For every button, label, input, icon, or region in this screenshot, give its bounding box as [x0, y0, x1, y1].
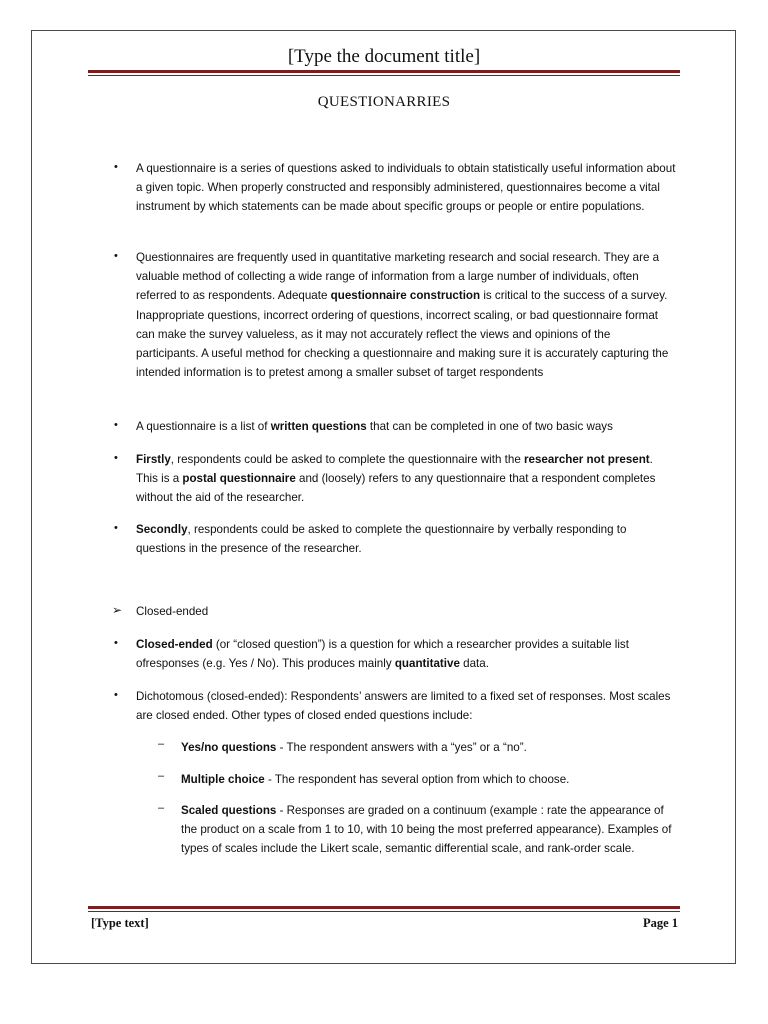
paragraph-bullet-1: A questionnaire is a series of questions asked to individuals to obtain statistically useful information about a given topic. When properly constructed and responsibly administered, questionnaires become a vital instrument by which statements can be made about specific groups or people or entire populations. — [136, 162, 676, 214]
bullet-marker: • — [114, 452, 118, 464]
bullet-marker: • — [114, 522, 118, 534]
paragraph-bullet-4: Firstly, respondents could be asked to complete the questionnaire with the researcher not present. This is a postal questionnaire and (loosely) refers to any questionnaire that a respondent completes without the aid of the researcher. — [136, 453, 656, 505]
paragraph-closed-1: Closed-ended (or “closed question”) is a question for which a researcher provides a suitable list ofresponses (e.g. Yes / No). This produces mainly quantitative data. — [136, 638, 629, 671]
paragraph-closed-2: Dichotomous (closed-ended): Respondents’ answers are limited to a fixed set of responses. Most scales are closed ended. Other types of closed ended questions include: — [136, 690, 671, 723]
paragraph-bullet-2: Questionnaires are frequently used in quantitative marketing research and social research. They are a valuable method of collecting a wide range of information from a large number of individuals, often referred to as respondents. Adequate questionnaire construction is critical to the success of a survey. Inappropriate questions, incorrect ordering of questions, incorrect scaling, or bad questionnaire format can make the survey valueless, as it may not accurately reflect the views and opinions of the participants. A useful method for checking a questionnaire and making sure it is accurately capturing the intended information is to pretest among a smaller subset of target respondents — [136, 251, 669, 380]
arrow-bullet-icon: ➢ — [112, 603, 123, 617]
dash-marker: – — [158, 770, 165, 782]
dash-marker: – — [158, 802, 165, 814]
bullet-marker: • — [114, 689, 118, 701]
header-rule-thick — [88, 70, 680, 73]
bullet-marker: • — [114, 637, 118, 649]
paragraph-bullet-3: A questionnaire is a list of written questions that can be completed in one of two basic ways — [136, 420, 613, 433]
footer-rule-thick — [88, 906, 680, 909]
footer-rule-thin — [88, 911, 680, 912]
page-number: Page 1 — [642, 916, 678, 930]
dash-item-multiple-choice: Multiple choice - The respondent has several option from which to choose. — [181, 773, 570, 786]
dash-marker: – — [158, 738, 165, 750]
section-heading: QUESTIONARRIES — [317, 94, 451, 110]
subheading-closed-ended: Closed-ended — [136, 605, 209, 618]
bullet-marker: • — [114, 419, 118, 431]
bullet-marker: • — [114, 250, 118, 262]
dash-item-yes-no: Yes/no questions - The respondent answers with a “yes” or a “no”. — [181, 741, 527, 754]
document-title[interactable]: [Type the document title] — [287, 46, 481, 67]
dash-item-scaled: Scaled questions - Responses are graded on a continuum (example : rate the appearance of the product on a scale from 1 to 10, with 10 being the most preferred appearance). Examples of types of scales include the Likert scale, semantic differential scale, and rank-order scale. — [181, 804, 672, 856]
header-rule-thin — [88, 75, 680, 76]
paragraph-bullet-5: Secondly, respondents could be asked to complete the questionnaire by verbally responding to questions in the presence of the researcher. — [136, 523, 627, 556]
footer-text[interactable]: [Type text] — [91, 916, 149, 930]
bullet-marker: • — [114, 161, 118, 173]
